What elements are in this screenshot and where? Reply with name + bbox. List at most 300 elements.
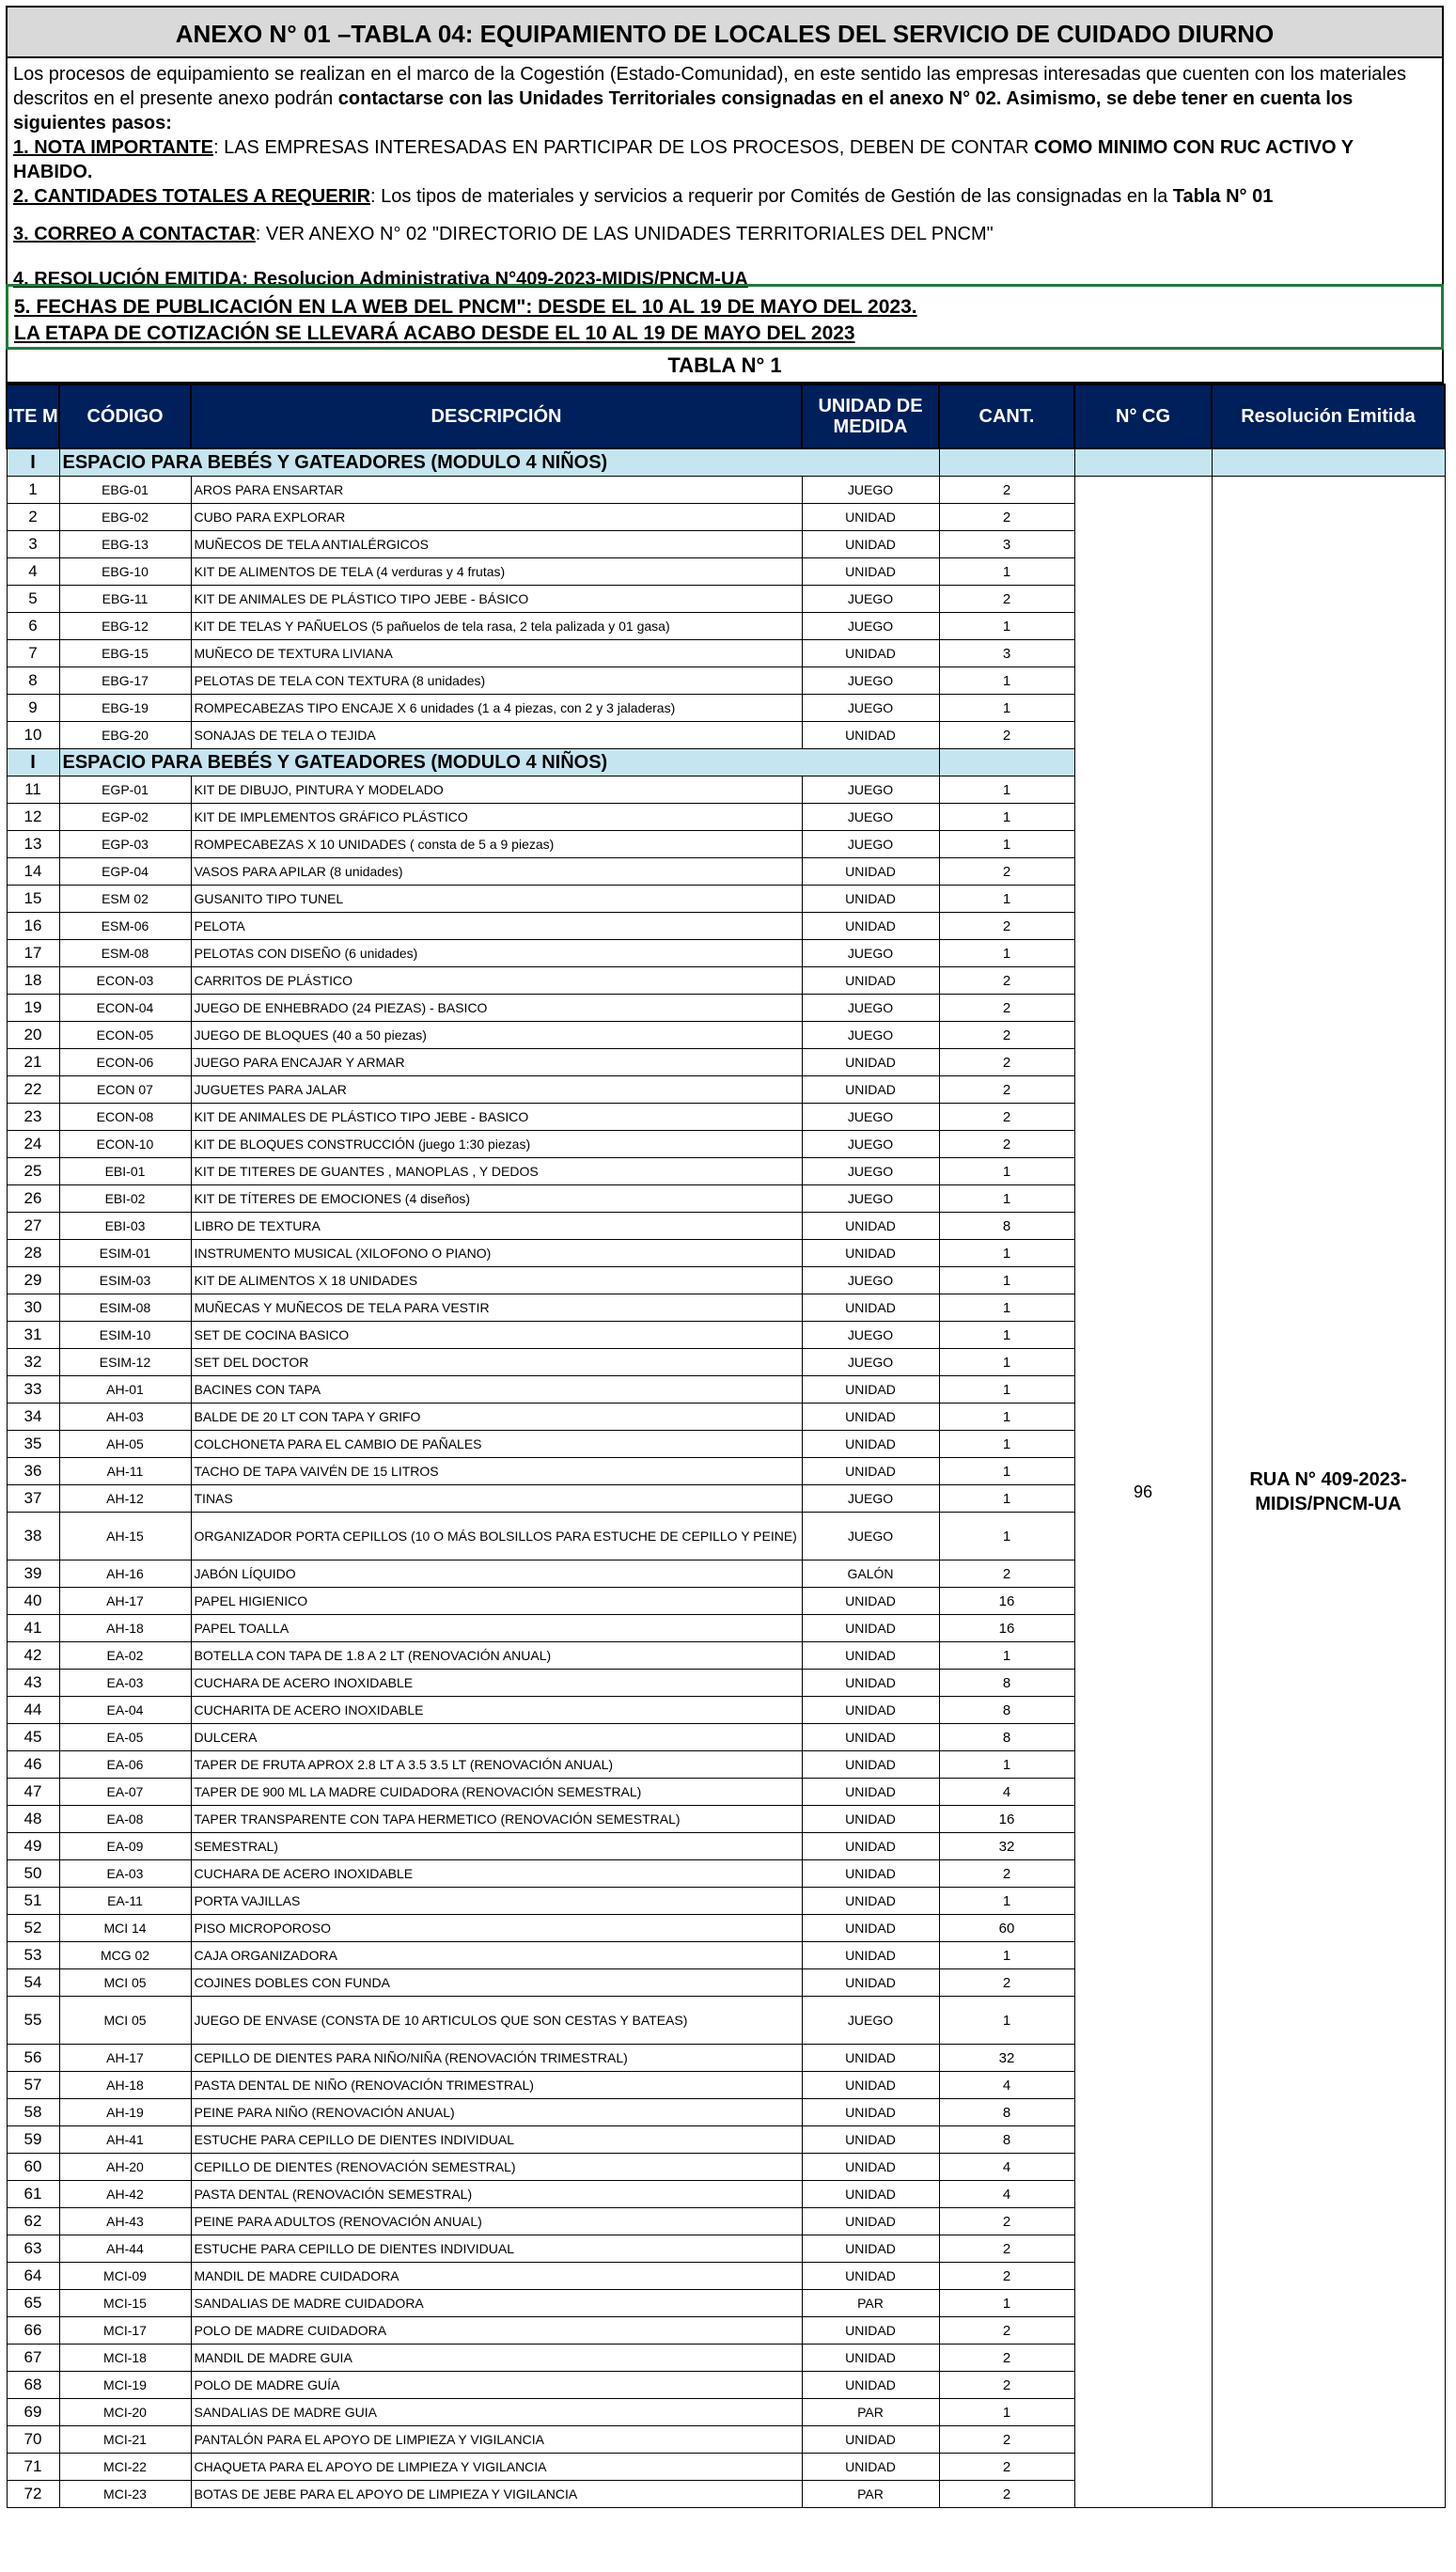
unit-cell: JUEGO [802,1267,939,1294]
description-cell: BOTELLA CON TAPA DE 1.8 A 2 LT (RENOVACIÓN ANUAL) [191,1642,802,1670]
code-cell: ECON 07 [59,1076,191,1104]
item-number-cell: 4 [7,558,59,586]
unit-cell: JUEGO [802,940,939,967]
code-cell: MCI-22 [59,2454,191,2481]
description-cell: MANDIL DE MADRE GUIA [191,2345,802,2372]
quantity-cell: 2 [939,2426,1074,2454]
code-cell: ESM-08 [59,940,191,967]
intro-paragraph [13,62,1436,135]
code-cell: EBG-11 [59,586,191,613]
quantity-cell: 1 [939,1485,1074,1513]
unit-cell: UNIDAD [802,913,939,940]
header-resolution: Resolución Emitida [1212,384,1445,448]
annex-sheet [6,6,1444,2502]
code-cell: AH-17 [59,1588,191,1615]
description-cell: KIT DE TÍTERES DE EMOCIONES (4 diseños) [191,1185,802,1213]
code-cell: ECON-10 [59,1131,191,1158]
item-number-cell: 40 [7,1588,59,1615]
note-1 [13,135,1436,184]
item-number-cell: 51 [7,1888,59,1915]
quantity-cell: 4 [939,2154,1074,2181]
code-cell: AH-17 [59,2045,191,2072]
unit-cell: UNIDAD [802,886,939,913]
quantity-cell: 2 [939,1076,1074,1104]
quantity-cell: 8 [939,2099,1074,2126]
unit-cell: UNIDAD [802,2154,939,2181]
quantity-cell: 1 [939,1240,1074,1267]
section-roman: I [7,448,59,477]
quantity-cell: 1 [939,804,1074,831]
code-cell: MCI-15 [59,2290,191,2317]
description-cell: KIT DE DIBUJO, PINTURA Y MODELADO [191,776,802,804]
item-number-cell: 8 [7,667,59,695]
unit-cell: UNIDAD [802,1915,939,1942]
quantity-cell: 1 [939,558,1074,586]
code-cell: MCI-09 [59,2263,191,2290]
unit-cell: UNIDAD [802,1642,939,1670]
description-cell: GUSANITO TIPO TUNEL [191,886,802,913]
code-cell: EA-06 [59,1751,191,1779]
item-number-cell: 35 [7,1431,59,1458]
page-title: ANEXO N° 01 –TABLA 04: EQUIPAMIENTO DE LOCALES DEL SERVICIO DE CUIDADO DIURNO [6,6,1444,58]
item-number-cell: 46 [7,1751,59,1779]
code-cell: EBI-02 [59,1185,191,1213]
code-cell: MCI-19 [59,2372,191,2399]
item-number-cell: 61 [7,2181,59,2208]
unit-cell: UNIDAD [802,2317,939,2345]
item-number-cell: 70 [7,2426,59,2454]
item-number-cell: 17 [7,940,59,967]
code-cell: EBI-01 [59,1158,191,1185]
code-cell: MCI-20 [59,2399,191,2426]
quantity-cell: 8 [939,1670,1074,1697]
description-cell: KIT DE BLOQUES CONSTRUCCIÓN (juego 1:30 piezas) [191,1131,802,1158]
unit-cell: PAR [802,2481,939,2508]
description-cell: CUCHARITA DE ACERO INOXIDABLE [191,1697,802,1724]
header-cg: N° CG [1074,384,1212,448]
quantity-cell: 1 [939,1185,1074,1213]
description-cell: PORTA VAJILLAS [191,1888,802,1915]
description-cell: BACINES CON TAPA [191,1376,802,1404]
code-cell: AH-12 [59,1485,191,1513]
description-cell: CUCHARA DE ACERO INOXIDABLE [191,1860,802,1888]
item-number-cell: 65 [7,2290,59,2317]
code-cell: AH-16 [59,1560,191,1588]
unit-cell: UNIDAD [802,722,939,749]
unit-cell: UNIDAD [802,1860,939,1888]
quantity-cell: 1 [939,1294,1074,1322]
code-cell: AH-15 [59,1513,191,1560]
item-number-cell: 2 [7,504,59,531]
description-cell: VASOS PARA APILAR (8 unidades) [191,858,802,886]
item-number-cell: 62 [7,2208,59,2235]
quantity-cell: 2 [939,1131,1074,1158]
quantity-cell: 4 [939,1779,1074,1806]
quantity-cell: 1 [939,1942,1074,1969]
code-cell: MCI-18 [59,2345,191,2372]
description-cell: POLO DE MADRE CUIDADORA [191,2317,802,2345]
item-number-cell: 44 [7,1697,59,1724]
unit-cell: UNIDAD [802,858,939,886]
description-cell: JUEGO DE ENVASE (CONSTA DE 10 ARTICULOS QUE SON CESTAS Y BATEAS) [191,1997,802,2045]
unit-cell: JUEGO [802,1485,939,1513]
description-cell: PEINE PARA ADULTOS (RENOVACIÓN ANUAL) [191,2208,802,2235]
quantity-cell: 2 [939,967,1074,995]
description-cell: KIT DE ANIMALES DE PLÁSTICO TIPO JEBE - BASICO [191,1104,802,1131]
unit-cell: JUEGO [802,1322,939,1349]
item-number-cell: 32 [7,1349,59,1376]
code-cell: ESIM-08 [59,1294,191,1322]
header-code: CÓDIGO [59,384,191,448]
table-header-row [7,384,1445,448]
item-number-cell: 41 [7,1615,59,1642]
item-number-cell: 53 [7,1942,59,1969]
description-cell: JUGUETES PARA JALAR [191,1076,802,1104]
item-number-cell: 64 [7,2263,59,2290]
section-roman: I [7,749,59,776]
description-cell: CEPILLO DE DIENTES (RENOVACIÓN SEMESTRAL) [191,2154,802,2181]
quantity-cell: 1 [939,1642,1074,1670]
code-cell: EA-11 [59,1888,191,1915]
description-cell: ESTUCHE PARA CEPILLO DE DIENTES INDIVIDUAL [191,2126,802,2154]
quantity-cell: 1 [939,2399,1074,2426]
unit-cell: UNIDAD [802,1779,939,1806]
quantity-cell: 2 [939,1104,1074,1131]
item-number-cell: 43 [7,1670,59,1697]
quantity-cell: 2 [939,913,1074,940]
unit-cell: UNIDAD [802,967,939,995]
note-2 [13,184,1436,209]
code-cell: MCI 05 [59,1997,191,2045]
section-empty-cell [1074,448,1212,477]
item-number-cell: 23 [7,1104,59,1131]
table-title: TABLA N° 1 [6,350,1444,384]
item-number-cell: 28 [7,1240,59,1267]
unit-cell: UNIDAD [802,2263,939,2290]
quantity-cell: 1 [939,831,1074,858]
code-cell: EGP-02 [59,804,191,831]
unit-cell: UNIDAD [802,2454,939,2481]
note-3 [13,222,1436,246]
description-cell: KIT DE ANIMALES DE PLÁSTICO TIPO JEBE - BÁSICO [191,586,802,613]
unit-cell: JUEGO [802,667,939,695]
code-cell: AH-41 [59,2126,191,2154]
description-cell: KIT DE ALIMENTOS DE TELA (4 verduras y 4 frutas) [191,558,802,586]
item-number-cell: 60 [7,2154,59,2181]
description-cell: BALDE DE 20 LT CON TAPA Y GRIFO [191,1404,802,1431]
item-number-cell: 15 [7,886,59,913]
code-cell: EBG-12 [59,613,191,640]
unit-cell: JUEGO [802,1185,939,1213]
unit-cell: UNIDAD [802,504,939,531]
note-2-bold: Tabla N° 01 [1172,186,1274,207]
description-cell: SANDALIAS DE MADRE GUIA [191,2399,802,2426]
description-cell: TAPER TRANSPARENTE CON TAPA HERMETICO (RENOVACIÓN SEMESTRAL) [191,1806,802,1833]
unit-cell: UNIDAD [802,1751,939,1779]
item-number-cell: 54 [7,1969,59,1997]
item-number-cell: 29 [7,1267,59,1294]
cg-count-cell: 96 [1074,477,1212,2508]
unit-cell: UNIDAD [802,640,939,667]
section-label: ESPACIO PARA BEBÉS Y GATEADORES (MODULO 4 NIÑOS) [59,448,939,477]
item-number-cell: 48 [7,1806,59,1833]
item-number-cell: 3 [7,531,59,558]
quantity-cell: 2 [939,2263,1074,2290]
code-cell: EBG-13 [59,531,191,558]
unit-cell: JUEGO [802,613,939,640]
code-cell: EBG-10 [59,558,191,586]
description-cell: LIBRO DE TEXTURA [191,1213,802,1240]
description-cell: PELOTA [191,913,802,940]
item-number-cell: 14 [7,858,59,886]
quantity-cell: 3 [939,531,1074,558]
section-label: ESPACIO PARA BEBÉS Y GATEADORES (MODULO 4 NIÑOS) [59,749,939,776]
quantity-cell: 1 [939,613,1074,640]
unit-cell: UNIDAD [802,1588,939,1615]
unit-cell: UNIDAD [802,1458,939,1485]
code-cell: ECON-03 [59,967,191,995]
quantity-cell: 1 [939,695,1074,722]
quantity-cell: 1 [939,1458,1074,1485]
unit-cell: JUEGO [802,831,939,858]
item-number-cell: 18 [7,967,59,995]
quantity-cell: 2 [939,2235,1074,2263]
note-1-bold: COMO MINIMO CON RUC ACTIVO Y HABIDO. [13,137,1354,182]
item-number-cell: 7 [7,640,59,667]
item-number-cell: 47 [7,1779,59,1806]
note-2-text: : Los tipos de materiales y servicios a requerir por Comités de Gestión de las consignadas en la [370,186,1173,207]
quantity-cell: 8 [939,1213,1074,1240]
unit-cell: JUEGO [802,1104,939,1131]
code-cell: AH-42 [59,2181,191,2208]
note-4: 4. RESOLUCIÓN EMITIDA: Resolucion Administrativa N°409-2023-MIDIS/PNCM-UA [13,269,748,290]
section-empty-cell [939,448,1074,477]
code-cell: EA-08 [59,1806,191,1833]
item-number-cell: 67 [7,2345,59,2372]
description-cell: INSTRUMENTO MUSICAL (XILOFONO O PIANO) [191,1240,802,1267]
code-cell: AH-44 [59,2235,191,2263]
quantity-cell: 16 [939,1588,1074,1615]
code-cell: EBG-15 [59,640,191,667]
code-cell: EBG-17 [59,667,191,695]
description-cell: SANDALIAS DE MADRE CUIDADORA [191,2290,802,2317]
item-number-cell: 49 [7,1833,59,1860]
unit-cell: UNIDAD [802,1724,939,1751]
code-cell: EGP-01 [59,776,191,804]
quantity-cell: 60 [939,1915,1074,1942]
description-cell: CARRITOS DE PLÁSTICO [191,967,802,995]
code-cell: EA-07 [59,1779,191,1806]
quantity-cell: 1 [939,940,1074,967]
publication-dates [6,284,1444,350]
code-cell: ECON-08 [59,1104,191,1131]
item-number-cell: 68 [7,2372,59,2399]
quantity-cell: 2 [939,2317,1074,2345]
note-3-label: 3. CORREO A CONTACTAR [13,224,256,244]
item-number-cell: 5 [7,586,59,613]
unit-cell: JUEGO [802,776,939,804]
quantity-cell: 2 [939,2454,1074,2481]
item-number-cell: 19 [7,995,59,1022]
quantity-cell: 2 [939,1560,1074,1588]
unit-cell: UNIDAD [802,2181,939,2208]
item-number-cell: 6 [7,613,59,640]
quantity-cell: 8 [939,1697,1074,1724]
unit-cell: UNIDAD [802,2235,939,2263]
code-cell: ESIM-12 [59,1349,191,1376]
item-number-cell: 36 [7,1458,59,1485]
quantity-cell: 1 [939,1349,1074,1376]
intro-text-bold: contactarse con las Unidades Territoriales consignadas en el anexo N° 02. Asimismo, se debe tener en cuenta los siguientes pasos: [13,88,1354,133]
code-cell: AH-01 [59,1376,191,1404]
description-cell: PISO MICROPOROSO [191,1915,802,1942]
equipment-table [6,384,1446,2508]
quantity-cell: 1 [939,1888,1074,1915]
unit-cell: PAR [802,2290,939,2317]
unit-cell: UNIDAD [802,1076,939,1104]
description-cell: ROMPECABEZAS TIPO ENCAJE X 6 unidades (1 a 4 piezas, con 2 y 3 jaladeras) [191,695,802,722]
code-cell: ECON-05 [59,1022,191,1049]
description-cell: SEMESTRAL) [191,1833,802,1860]
item-number-cell: 39 [7,1560,59,1588]
code-cell: EBI-03 [59,1213,191,1240]
unit-cell: UNIDAD [802,2072,939,2099]
quantity-cell: 16 [939,1806,1074,1833]
description-cell: PELOTAS DE TELA CON TEXTURA (8 unidades) [191,667,802,695]
unit-cell: JUEGO [802,695,939,722]
unit-cell: UNIDAD [802,1213,939,1240]
description-cell: CAJA ORGANIZADORA [191,1942,802,1969]
code-cell: EA-03 [59,1860,191,1888]
item-number-cell: 52 [7,1915,59,1942]
unit-cell: PAR [802,2399,939,2426]
quantity-cell: 2 [939,995,1074,1022]
unit-cell: UNIDAD [802,1942,939,1969]
unit-cell: UNIDAD [802,1240,939,1267]
item-number-cell: 31 [7,1322,59,1349]
description-cell: ROMPECABEZAS X 10 UNIDADES ( consta de 5 a 9 piezas) [191,831,802,858]
description-cell: PANTALÓN PARA EL APOYO DE LIMPIEZA Y VIGILANCIA [191,2426,802,2454]
unit-cell: UNIDAD [802,1615,939,1642]
description-cell: SET DEL DOCTOR [191,1349,802,1376]
quantity-cell: 1 [939,776,1074,804]
unit-cell: JUEGO [802,586,939,613]
unit-cell: GALÓN [802,1560,939,1588]
code-cell: MCG 02 [59,1942,191,1969]
description-cell: MUÑECO DE TEXTURA LIVIANA [191,640,802,667]
code-cell: EA-05 [59,1724,191,1751]
note-1-text: : LAS EMPRESAS INTERESADAS EN PARTICIPAR DE LOS PROCESOS, DEBEN DE CONTAR [212,137,1035,158]
description-cell: PAPEL TOALLA [191,1615,802,1642]
item-number-cell: 11 [7,776,59,804]
description-cell: SET DE COCINA BASICO [191,1322,802,1349]
item-number-cell: 38 [7,1513,59,1560]
quantity-cell: 1 [939,2290,1074,2317]
quantity-cell: 4 [939,2181,1074,2208]
description-cell: TACHO DE TAPA VAIVÉN DE 15 LITROS [191,1458,802,1485]
quantity-cell: 2 [939,1022,1074,1049]
quantity-cell: 1 [939,1751,1074,1779]
description-cell: CUBO PARA EXPLORAR [191,504,802,531]
unit-cell: UNIDAD [802,2208,939,2235]
item-number-cell: 55 [7,1997,59,2045]
unit-cell: UNIDAD [802,1697,939,1724]
description-cell: PAPEL HIGIENICO [191,1588,802,1615]
quantity-cell: 8 [939,2126,1074,2154]
quantity-cell: 2 [939,1969,1074,1997]
description-cell: ORGANIZADOR PORTA CEPILLOS (10 O MÁS BOLSILLOS PARA ESTUCHE DE CEPILLO Y PEINE) [191,1513,802,1560]
item-number-cell: 24 [7,1131,59,1158]
quantity-cell: 1 [939,1997,1074,2045]
description-cell: PASTA DENTAL DE NIÑO (RENOVACIÓN TRIMESTRAL) [191,2072,802,2099]
description-cell: CHAQUETA PARA EL APOYO DE LIMPIEZA Y VIGILANCIA [191,2454,802,2481]
table-body [7,448,1445,2508]
item-number-cell: 22 [7,1076,59,1104]
code-cell: EBG-02 [59,504,191,531]
item-number-cell: 69 [7,2399,59,2426]
description-cell: POLO DE MADRE GUÍA [191,2372,802,2399]
quantity-cell: 1 [939,1158,1074,1185]
code-cell: AH-18 [59,1615,191,1642]
code-cell: ECON-06 [59,1049,191,1076]
unit-cell: JUEGO [802,1131,939,1158]
unit-cell: UNIDAD [802,558,939,586]
quantity-cell: 1 [939,1376,1074,1404]
description-cell: DULCERA [191,1724,802,1751]
unit-cell: UNIDAD [802,1049,939,1076]
quantity-cell: 4 [939,2072,1074,2099]
code-cell: AH-11 [59,1458,191,1485]
code-cell: EGP-03 [59,831,191,858]
quantity-cell: 2 [939,504,1074,531]
item-number-cell: 37 [7,1485,59,1513]
description-cell: CUCHARA DE ACERO INOXIDABLE [191,1670,802,1697]
item-number-cell: 9 [7,695,59,722]
note-2-label: 2. CANTIDADES TOTALES A REQUERIR [13,186,371,207]
description-cell: JUEGO PARA ENCAJAR Y ARMAR [191,1049,802,1076]
unit-cell: UNIDAD [802,1294,939,1322]
code-cell: MCI 14 [59,1915,191,1942]
code-cell: MCI-17 [59,2317,191,2345]
description-cell: JUEGO DE BLOQUES (40 a 50 piezas) [191,1022,802,1049]
item-number-cell: 58 [7,2099,59,2126]
unit-cell: UNIDAD [802,1833,939,1860]
publication-line-2: LA ETAPA DE COTIZACIÓN SE LLEVARÁ ACABO DESDE EL 10 AL 19 DE MAYO DEL 2023 [14,322,855,344]
note-1-label: 1. NOTA IMPORTANTE [13,137,213,158]
description-cell: PASTA DENTAL (RENOVACIÓN SEMESTRAL) [191,2181,802,2208]
unit-cell: UNIDAD [802,1404,939,1431]
description-cell: JABÓN LÍQUIDO [191,1560,802,1588]
description-cell: MANDIL DE MADRE CUIDADORA [191,2263,802,2290]
unit-cell: UNIDAD [802,2045,939,2072]
quantity-cell: 8 [939,1724,1074,1751]
description-cell: KIT DE TITERES DE GUANTES , MANOPLAS , Y DEDOS [191,1158,802,1185]
quantity-cell: 2 [939,477,1074,504]
description-cell: ESTUCHE PARA CEPILLO DE DIENTES INDIVIDUAL [191,2235,802,2263]
quantity-cell: 2 [939,2481,1074,2508]
unit-cell: UNIDAD [802,1806,939,1833]
item-number-cell: 20 [7,1022,59,1049]
item-number-cell: 10 [7,722,59,749]
unit-cell: JUEGO [802,1349,939,1376]
quantity-cell: 2 [939,586,1074,613]
quantity-cell: 1 [939,1267,1074,1294]
unit-cell: UNIDAD [802,1888,939,1915]
item-number-cell: 21 [7,1049,59,1076]
quantity-cell: 1 [939,886,1074,913]
code-cell: AH-18 [59,2072,191,2099]
item-number-cell: 50 [7,1860,59,1888]
